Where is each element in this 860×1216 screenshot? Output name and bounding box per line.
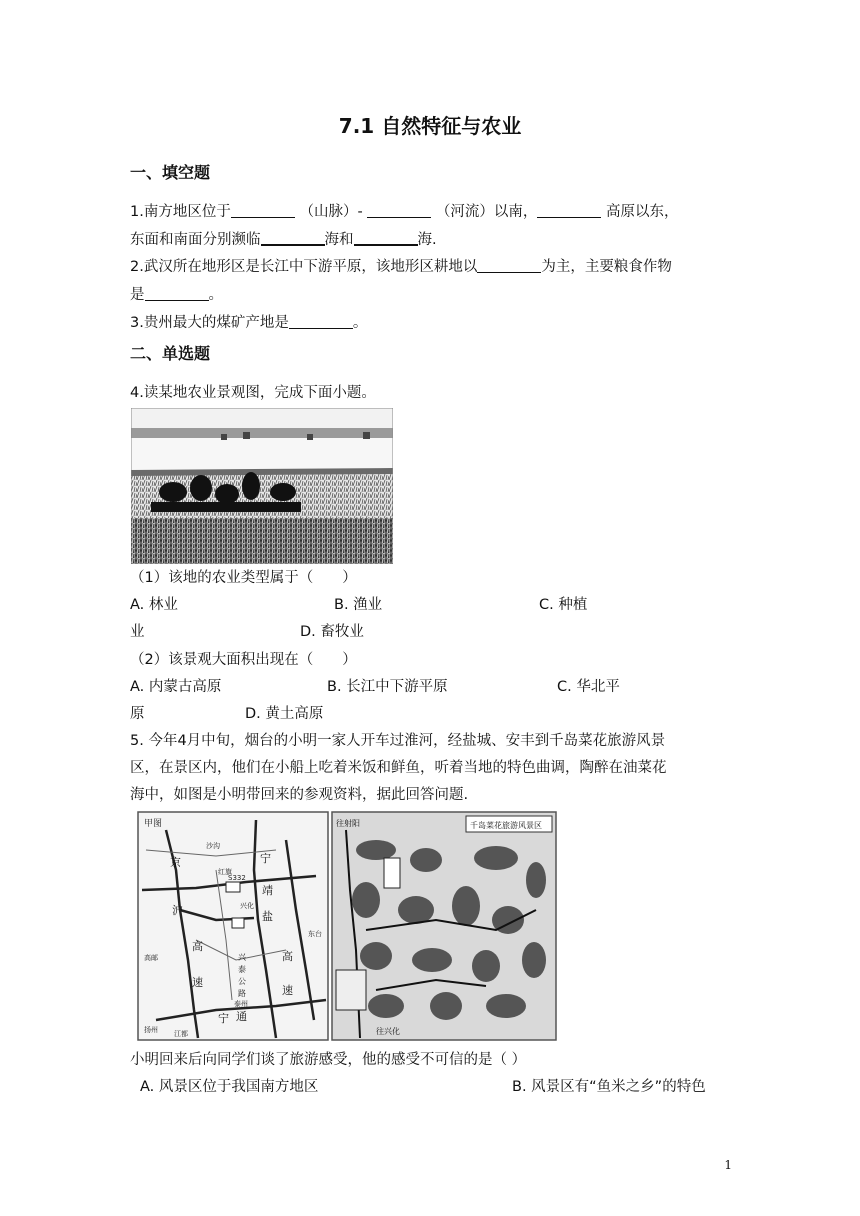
map-label-left-title: 甲图 [144,819,163,829]
q1-text-d: 高原以东， [606,204,679,220]
q1-text-a: 1.南方地区位于 [130,204,231,220]
map-label-bottom: 往兴化 [376,1027,400,1036]
map-label-su2: 速 [282,984,293,997]
question-3 [130,313,367,333]
map-label-tai: 泰 [238,965,246,974]
q2-text-d: 。 [208,287,223,303]
question-5-question: 小明回来后向同学们谈了旅游感受，他的感受不可信的是（ ） [130,1052,527,1068]
answer-blank [354,230,418,246]
map-label-jiangdu: 江都 [174,1030,188,1038]
map-label-xinghua: 兴化 [240,902,254,910]
q4-1-option-b: B. 渔业 [334,597,383,613]
map-label-right-title: 千岛菜花旅游风景区 [470,821,542,830]
question-2-line-2 [130,285,223,305]
q5-option-b: B. 风景区有“鱼米之乡”的特色 [512,1079,706,1095]
q2-text-a: 2.武汉所在地形区是长江中下游平原，该地形区耕地以 [130,259,478,275]
map-label-shagou: 沙沟 [206,842,220,850]
question-5-line-3: 海中，如图是小明带回来的参观资料，据此回答问题. [130,787,469,803]
page-title: 7.1 自然特征与农业 [338,114,522,138]
answer-blank [145,286,209,301]
q4-2-option-c-continued: 原 [130,706,145,722]
q5-option-a: A. 风景区位于我国南方地区 [140,1079,319,1095]
map-label-gaoyou: 高邮 [144,954,158,962]
map-label-top: 往射阳 [336,819,360,828]
q4-1-option-a: A. 林业 [130,597,178,613]
q4-1-option-c-continued: 业 [130,624,145,640]
page-number: 1 [724,1158,732,1172]
map-label-yangzhou: 扬州 [144,1026,158,1034]
question-4-stem: 4.读某地农业景观图，完成下面小题。 [130,385,376,401]
q3-text-b: 。 [352,315,368,331]
map-label-hongqi: 红旗 [218,868,232,876]
map-label-su: 速 [192,976,203,989]
question-1-line-2 [130,230,437,250]
q4-2-option-a: A. 内蒙古高原 [130,679,222,695]
q1-text-g: 海. [417,232,437,248]
answer-blank [537,203,601,218]
answer-blank [261,230,325,246]
q4-2-option-b: B. 长江中下游平原 [327,679,448,695]
q4-1-option-d: D. 畜牧业 [300,624,364,640]
q4-2-option-d: D. 黄土高原 [245,706,324,722]
q1-text-b: （山脉）- [299,204,363,220]
q2-text-b: 为主，主要粮食作物 [541,259,672,275]
answer-blank [231,203,295,218]
q4-2-option-c: C. 华北平 [557,679,620,695]
question-5-line-2: 区，在景区内，他们在小船上吃着米饭和鲜鱼，听着当地的特色曲调，陶醉在油菜花 [130,760,667,776]
q1-text-e: 东面和南面分别濒临 [130,232,261,248]
q1-text-f: 海和 [324,232,354,248]
farmland-landscape-photo [131,408,393,564]
answer-blank [367,203,431,218]
map-label-gong: 公 [238,977,246,986]
answer-blank [477,258,541,273]
reference-maps-figure [136,810,558,1042]
map-label-ning: 宁 [260,852,271,865]
q1-text-c: （河流）以南， [435,204,538,220]
question-4-sub-2: （2）该景观大面积出现在（ ） [130,652,357,668]
answer-blank [289,314,353,329]
question-4-sub-1: （1）该地的农业类型属于（ ） [130,570,357,586]
question-2-line-1 [130,257,672,277]
question-1-line-1 [130,202,679,222]
q2-text-c: 是 [130,287,145,303]
map-label-jing: 京 [170,856,181,869]
map-label-yan: 盐 [262,910,273,923]
map-label-gao: 高 [192,940,203,953]
map-label-dongtai: 东台 [308,930,322,938]
map-label-s332: S332 [228,874,246,882]
map-label-hu: 沪 [172,904,183,917]
map-label-jing2: 靖 [262,884,273,897]
section-heading-fill-in: 一、填空题 [130,163,211,182]
question-5-line-1: 5. 今年4月中旬，烟台的小明一家人开车过淮河，经盐城、安丰到千岛菜花旅游风景 [130,733,666,749]
map-label-gao2: 高 [282,950,293,963]
map-label-lu: 路 [238,989,246,998]
map-label-taizhou: 泰州 [234,1000,248,1008]
map-label-xing: 兴 [238,953,246,962]
section-heading-single-choice: 二、单选题 [130,344,211,363]
map-label-tong: 通 [236,1010,247,1023]
q4-1-option-c: C. 种植 [539,597,588,613]
q3-text-a: 3.贵州最大的煤矿产地是 [130,315,289,331]
map-label-ning2: 宁 [218,1012,229,1025]
